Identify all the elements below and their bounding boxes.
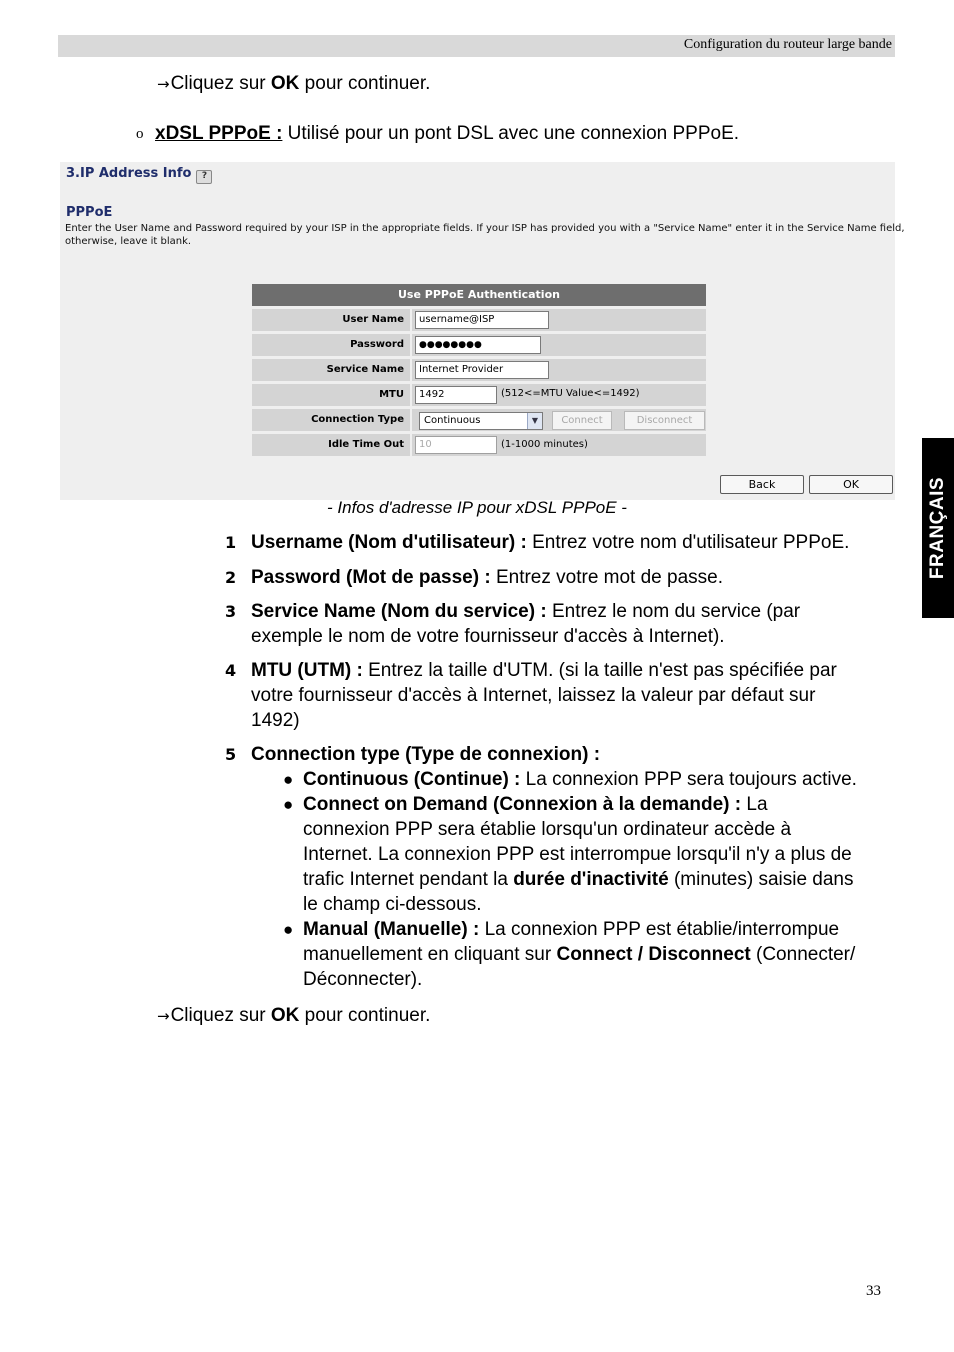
idle-time-hint: (1-1000 minutes) [501,439,588,450]
pppoe-form-header: Use PPPoE Authentication [252,284,706,306]
back-button[interactable]: Back [720,475,804,494]
chevron-down-icon[interactable]: ▼ [527,413,542,429]
figure-caption: - Infos d'adresse IP pour xDSL PPPoE - [327,498,627,517]
connection-type-select[interactable]: Continuous ▼ [419,412,543,430]
option-xdsl-pppoe: xDSL PPPoE : Utilisé pour un pont DSL avec une connexion PPPoE. [155,123,740,144]
bullet-icon: ● [283,920,294,939]
language-side-tab-label: FRANÇAIS [927,476,948,580]
user-name-label: User Name [252,309,410,331]
service-name-input[interactable]: Internet Provider [415,361,549,379]
option-bullet: o [136,126,144,142]
ok-button[interactable]: OK [809,475,893,494]
mtu-hint: (512<=MTU Value<=1492) [501,388,640,399]
mtu-input[interactable]: 1492 [415,386,497,404]
click-ok-instruction-top: →Cliquez sur OK pour continuer. [157,73,431,94]
item-password: Password (Mot de passe) : Entrez votre mot de passe. [251,567,724,588]
idle-time-row [252,434,706,456]
mtu-row [252,384,706,406]
idle-time-label: Idle Time Out [252,434,410,456]
item-service-name: Service Name (Nom du service) : Entrez le nom du service (par exemple le nom de votre fournisseur d'accès à Internet). [251,601,801,647]
item-connection-type: Connection type (Type de connexion) : [251,744,601,765]
header-title: Configuration du routeur large bande [683,37,892,52]
click-ok-instruction-bottom: →Cliquez sur OK pour continuer. [157,1005,431,1026]
mtu-label: MTU [252,384,410,406]
password-label: Password [252,334,410,356]
item-number-5: 5 [225,745,237,764]
section-title: 3.IP Address Info ? [66,166,212,184]
option-xdsl-pppoe-title: xDSL PPPoE : [155,123,283,144]
service-name-label: Service Name [252,359,410,381]
item-number-3: 3 [225,602,237,621]
user-name-row [252,309,706,331]
item-number-2: 2 [225,568,237,587]
pppoe-description: Enter the User Name and Password required by your ISP in the appropriate fields. If your ISP has provided you with a "Service Name" enter it in the Service Name field, otherwise, leave it blank. [65,223,905,247]
arrow-right-icon: → [157,75,170,93]
disconnect-button[interactable]: Disconnect [624,411,705,430]
item-username: Username (Nom d'utilisateur) : Entrez votre nom d'utilisateur PPPoE. [251,532,850,553]
item-mtu: MTU (UTM) : Entrez la taille d'UTM. (si la taille n'est pas spécifiée par votre fournisseur d'accès à Internet, laissez la valeur par défaut sur 1492) [251,660,837,731]
connect-button[interactable]: Connect [552,411,612,430]
arrow-right-icon: → [157,1007,170,1025]
language-side-tab [922,438,954,618]
idle-time-input[interactable]: 10 [415,436,497,454]
user-name-input[interactable]: username@ISP [415,311,549,329]
connection-type-label: Connection Type [252,409,410,431]
help-icon[interactable]: ? [196,170,212,184]
password-input[interactable]: ●●●●●●●● [415,336,541,354]
pppoe-form [252,284,706,456]
service-name-row [252,359,706,381]
page-number: 33 [866,1283,881,1299]
item-number-1: 1 [225,533,237,552]
bullet-icon: ● [283,795,294,814]
connection-type-row [252,409,706,431]
subitem-manual: Manual (Manuelle) : La connexion PPP est établie/interrompue manuellement en cliquant sur Connect / Disconnect (Connecter/ Déconnecter). [303,919,856,990]
header-band [58,35,895,57]
router-ui-screenshot [60,162,905,500]
item-number-4: 4 [225,661,237,680]
password-row [252,334,706,356]
subitem-continuous: Continuous (Continue) : La connexion PPP sera toujours active. [303,769,857,790]
subitem-connect-on-demand: Connect on Demand (Connexion à la demande) : La connexion PPP sera établie lorsqu'un ordinateur accède à Internet. La connexion PPP est interrompue lorsqu'il n'y a plus de trafic Internet pendant la durée d'inactivité (minutes) saisie dans le champ ci-dessous. [303,794,854,915]
pppoe-subtitle: PPPoE [66,205,113,220]
bullet-icon: ● [283,770,294,789]
